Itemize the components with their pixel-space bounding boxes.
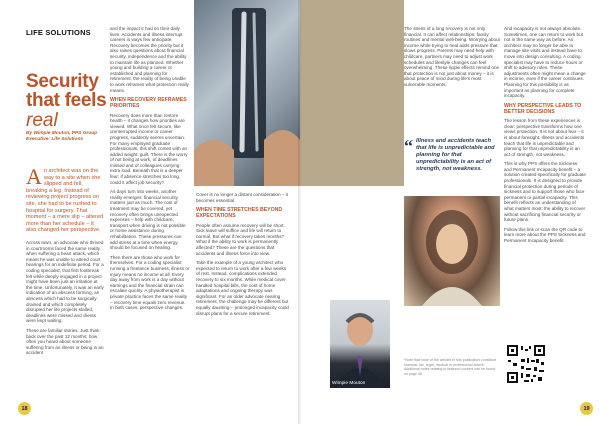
column-2 (110, 26, 190, 412)
pull-quote (404, 138, 500, 190)
column-1 (26, 240, 104, 412)
headline-line1: Security (26, 71, 99, 92)
column-4 (404, 26, 500, 138)
column-3 (196, 192, 290, 412)
xray-photo (194, 0, 300, 186)
woman-portrait-illustration (404, 196, 500, 306)
qr-code-icon (506, 344, 546, 384)
headline-line3: real (26, 110, 58, 131)
footnote: *Note that none of the articles in this publication constitute financial, tax, legal, medical or professional advice. Additional notes relating to featured content can be found on page 46. (404, 358, 497, 376)
col5-paragraph: This is why PPS offers the Sickness and Permanent Incapacity benefit – a solution created specifically for graduate professionals. It is designed to provide financial protection during periods of sickness and to support those who face permanent or partial incapacity. This benefit reflects an understanding of what matters most: the ability to recover without sacrificing financial security or future plans. (504, 161, 586, 223)
lead-text: n architect was on the way to a site when she slipped and fell, breaking a leg. Instead of reviewing project progress on site, she had to be rushed to hospital for surgery. That moment – a mere slip – altered more than her schedule – it also changed her perspective. (26, 168, 104, 234)
man-portrait-illustration (330, 300, 390, 388)
byline (26, 131, 116, 143)
col3-paragraph: Take the example of a young architect who expected to return to work after a few weeks of rest. Instead, complications extended recovery to six months. While medical cover handled hospital bills, the cost of home adaptations and ongoing therapy was significant. For an older advocate nearing retirement, the challenge may be different but equally daunting – prolonged incapacity could disrupt plans for a secure retirement. (196, 260, 289, 316)
lead-paragraph (26, 168, 104, 234)
quote-mark-icon: “ (404, 136, 413, 156)
col3-paragraph: People often assume recovery will be short. Sick leave will suffice and life will return to normal. But what if recovery takes months? What if the ability to work is permanently affected? These are the questions that accidents and illness force into view. (196, 222, 285, 256)
col4-paragraph: The stress of a long recovery is not only financial. It can affect relationships, family routines and mental well-being. Worrying about income while trying to heal adds pressure that slows progress. Parents may need help with childcare, partners may need to adjust work schedules and lifestyle changes can feel overwhelming. These ripple effects remind one that protection is not just about money – it is about peace of mind during life's most vulnerable moments. (404, 26, 500, 87)
headline (26, 72, 116, 132)
col5-paragraph: And incapacity is not always absolute. Sometimes, one can return to work but not in the same way as before. An architect may no longer be able to manage site visits and instead have to move into design consulting. A coding specialist may have to reduce hours or shift to advisory roles. These adjustments often might mean a change in income, even if the career continues. Planning for this possibility is as important as planning for complete incapacity. (504, 26, 586, 99)
qr-code[interactable] (506, 344, 546, 384)
xray-bones-illustration (194, 0, 300, 186)
col1-paragraph: These are familiar stories. Just think back over the past 12 months: how often you heard about someone suffering from an illness or being in an accident (26, 327, 104, 356)
right-page (300, 0, 600, 424)
section-tag: LIFE SOLUTIONS (26, 28, 91, 37)
byline-title: Executive: Life Solutions (26, 137, 84, 142)
col3-paragraph: Cover is no longer a distant consideration – it becomes essential. (196, 192, 288, 203)
subhead-perspective: WHY PERSPECTIVE LEADS TO BETTER DECISIONS (504, 102, 582, 115)
photo-caption: Wimpie Mouton (332, 381, 366, 386)
headline-line2: that feels (26, 90, 107, 111)
photo-background-panel (300, 0, 404, 186)
col1-paragraph: Across town, an advocate who thrived in courtrooms faced the same reality when suffering a heart attack, which meant he was unable to attend court hearings for an indefinite period. For a coding specialist, that first footbreak felt while deeply engaged in a project might have been just an irritation at the time. Unfortunately, it was an early indication of an abscess forming, an abscess which had to be surgically drained and which completely disrupted her life projects stalled, deadlines were missed and clients were kept waiting. (26, 240, 104, 324)
quote-text: Illness and accidents teach that life is unpredictable and planning for that unpredictability is an act of strength, not weakness. (416, 138, 495, 172)
page-number-right: 19 (580, 402, 593, 415)
subhead-recovery: WHEN RECOVERY REFRAMES PRIORITIES (110, 97, 187, 110)
col2-paragraph: Recovery does more than restore health – it changes how priorities are viewed. What once felt secure, like uninterrupted income or career progress, suddenly seems uncertain. For many employed graduate professionals, this shift comes with an added weight: guilt. There is the worry of not being at work, of deadlines missed and of colleagues carrying extra load. Beneath that is a deeper fear: if absence stretches too long, could it affect job security? (110, 112, 188, 185)
col2-paragraph: As days turn into weeks, another reality emerges: financial security matters just as much. The cost of treatment may be covered, yet recovery often brings unexpected expenses – help with childcare, transport when driving is not possible or home assistance during rehabilitation. These pressures can add stress at a time when energy should be focused on healing. (110, 189, 186, 251)
col2-paragraph: and the impact it had on their daily lives. Accidents and illness interrupt careers in ways few anticipate. Recovery becomes the priority but it also raises questions about financial security, independence and the ability to maintain life as planned. Whether young and building a career or established and planning for retirement, the reality of being unable to work reframes what protection really means. (110, 26, 189, 93)
byline-author: By Wimpie Mouton, PPS Group (26, 131, 98, 136)
dropcap: A (26, 168, 42, 189)
page-number-left: 18 (18, 402, 31, 415)
col2-paragraph: Then there are those who work for themselves. For a coding specialist running a freelance business, illness or injury means no income at all. Every day away from work is a day without earnings and the financial strain can escalate quickly. A physiotherapist in private practice faces the same reality – recovery time equals zero revenue. In both cases, perspective changes. (110, 254, 190, 311)
col5-paragraph: Follow this link or scan the QR code to learn more about the PPS Sickness and Permanent Incapacity benefit. (504, 226, 586, 243)
woman-photo (404, 196, 500, 306)
subhead-time: WHEN TIME STRETCHES BEYOND EXPECTATIONS (196, 207, 283, 220)
page-gutter (298, 0, 302, 424)
column-5 (504, 26, 586, 342)
col5-paragraph: The lesson from these experiences is clear: perspective transforms how one views protection. It is not about fear – it is about foresight. Illness and accidents teach that life is unpredictable and planning for that unpredictability is an act of strength, not weakness. (504, 118, 585, 157)
man-photo (330, 300, 390, 388)
